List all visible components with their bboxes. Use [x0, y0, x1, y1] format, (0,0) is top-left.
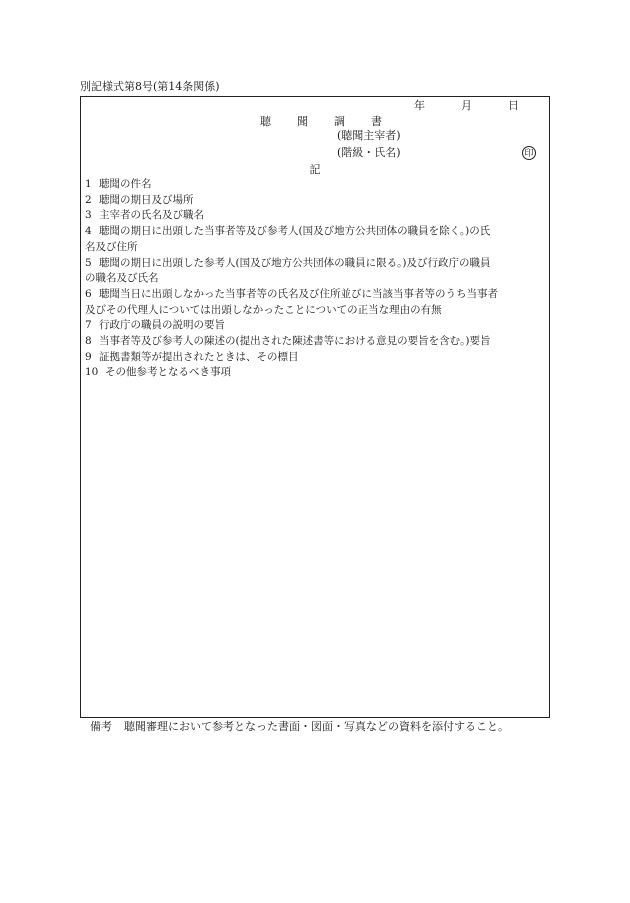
item-text: 証拠書類等が提出されたときは、その標目: [99, 350, 299, 363]
item-number: 4: [85, 225, 92, 238]
seal-mark: 印: [522, 146, 536, 160]
item-number: 2: [85, 193, 92, 206]
item-text-continued: 及びその代理人については出頭しなかったことについての正当な理由の有無: [85, 303, 442, 316]
list-item: [85, 318, 547, 334]
item-number: 8: [85, 335, 92, 348]
list-item: [85, 193, 547, 209]
item-number: 10: [85, 366, 99, 379]
form-number: 別記様式第8号(第14条関係): [80, 80, 220, 93]
item-text: 当事者等及び参考人の陳述の(提出された陳述書等における意見の要旨を含む。)要旨: [99, 335, 491, 348]
list-item: [85, 256, 547, 287]
date-day-label: 日: [508, 99, 519, 112]
list-item: [85, 208, 547, 224]
hearing-record-frame: [80, 96, 550, 718]
remarks-label: 備考: [90, 720, 112, 733]
item-number: 5: [85, 256, 92, 269]
item-number: 3: [85, 209, 92, 222]
document-title: [81, 115, 549, 129]
list-item: [85, 177, 547, 193]
item-text: 主宰者の氏名及び職名: [99, 209, 204, 222]
presider-label: (聴聞主宰者): [337, 129, 401, 142]
item-number: 6: [85, 287, 92, 300]
item-number: 9: [85, 350, 92, 363]
item-text: その他参考となるべき事項: [105, 366, 231, 379]
list-item: [85, 224, 547, 255]
list-item: [85, 287, 547, 318]
remarks-note: [90, 720, 509, 734]
item-text: 聴聞の件名: [99, 178, 152, 190]
remarks-text: 聴聞審理において参考となった書面・図面・写真などの資料を添付すること。: [124, 720, 509, 733]
title-char: 調: [334, 115, 345, 128]
list-item: [85, 350, 547, 366]
item-list: [85, 177, 547, 381]
item-text-continued: 名及び住所: [85, 240, 138, 253]
date-month-label: 月: [461, 99, 472, 112]
list-item: [85, 334, 547, 350]
item-text: 行政庁の職員の説明の要旨: [99, 319, 225, 332]
item-text: 聴聞の期日及び場所: [99, 193, 194, 206]
title-char: 聞: [297, 115, 308, 128]
list-item: [85, 365, 547, 381]
title-char: 書: [371, 115, 382, 128]
item-text: 聴聞当日に出頭しなかった当事者等の氏名及び住所並びに当該当事者等のうち当事者: [99, 287, 498, 300]
date-year-label: 年: [414, 99, 425, 112]
item-text: 聴聞の期日に出頭した当事者等及び参考人(国及び地方公共団体の職員を除く。)の氏: [99, 225, 491, 238]
date-row: [414, 99, 519, 113]
item-text-continued: の職名及び氏名: [85, 272, 159, 285]
rank-name-label: (階級・氏名): [337, 146, 401, 159]
ki-heading: 記: [309, 163, 321, 176]
item-text: 聴聞の期日に出頭した参考人(国及び地方公共団体の職員に限る。)及び行政庁の職員: [99, 256, 491, 269]
item-number: 7: [85, 319, 92, 332]
item-number: 1: [85, 178, 92, 190]
title-char: 聴: [260, 115, 271, 128]
